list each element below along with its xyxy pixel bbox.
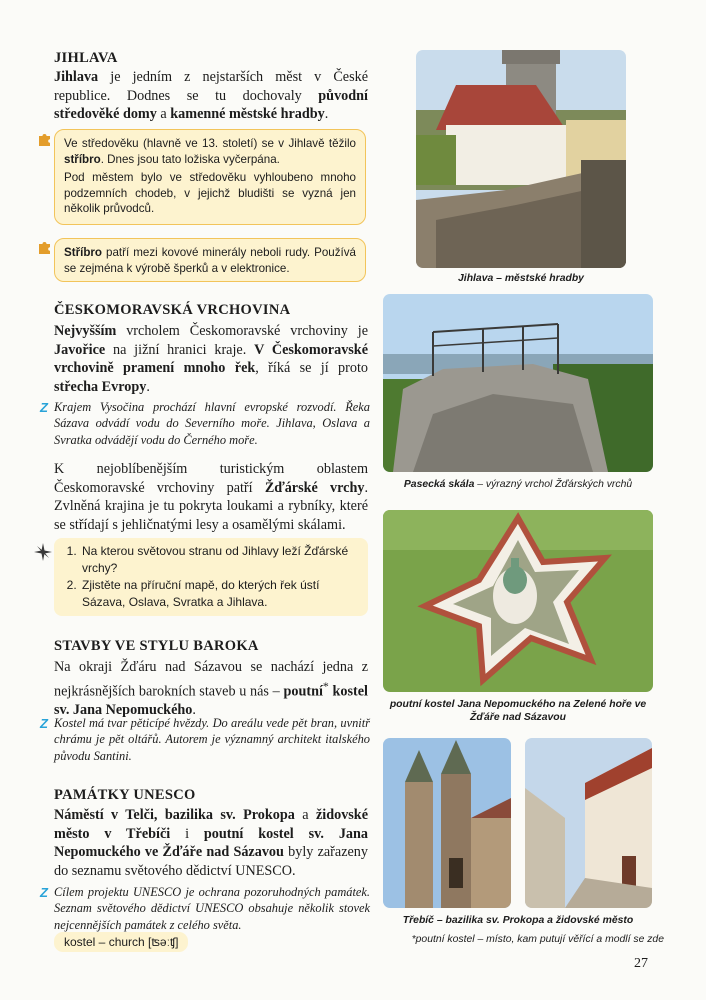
italic-note-rozvodi: Krajem Vysočina prochází hlavní evropské rozvodí. Řeka Sázava odvádí vodu do Severního moře. Jihlava, Oslava a Svratka odvádějí vodu do Černého moře.	[54, 400, 370, 447]
photo-zidovske-mesto	[525, 738, 652, 908]
note-box-silver-mining	[54, 129, 366, 225]
task-item: 2. Zjistěte na příruční mapě, do kterých řek ústí Sázava, Oslava, Svratka a Jihlava.	[80, 577, 360, 611]
section-heading-unesco: PAMÁTKY UNESCO	[54, 787, 196, 803]
task-box	[54, 538, 368, 616]
z-icon: Z	[40, 400, 48, 415]
section-heading-vrchovina: ČESKOMORAVSKÁ VRCHOVINA	[54, 302, 291, 318]
italic-note-kostel: Kostel má tvar pěticípé hvězdy. Do areálu vede pět bran, uvnitř chrámu je pět oltářů. Autorem je významný architekt italského původu Santini.	[54, 716, 370, 763]
section-heading-baroko: STAVBY VE STYLU BAROKA	[54, 638, 259, 654]
note-text: Ve středověku (hlavně ve 13. století) se v Jihlavě těžilo stříbro. Dnes jsou tato ložiska vyčerpána.	[64, 137, 356, 166]
puzzle-icon	[38, 242, 51, 255]
caption-trebic: Třebíč – bazilika sv. Prokopa a židovské město	[402, 915, 634, 926]
page-number: 27	[634, 956, 648, 971]
note-text: Pod městem bylo ve středověku vyhloubeno mnoho podzemních chodeb, v jejichž bludišti se vyzná jen několik průvodců.	[64, 171, 356, 216]
paragraph-vrchovina: Nejvyšším vrcholem Českomoravské vrchoviny je Javořice na jižní hranici kraje. V Českomoravské vrchovině pramení mnoho řek, říká se jí proto střecha Evropy.	[54, 323, 369, 395]
photo-bazilika	[383, 738, 511, 908]
task-item: 1. Na kterou světovou stranu od Jihlavy leží Žďárské vrchy?	[80, 543, 360, 577]
section-heading-jihlava: JIHLAVA	[54, 50, 118, 66]
caption-zelena-hora: poutní kostel Jana Nepomuckého na Zelené hoře ve Žďáře nad Sázavou	[389, 699, 647, 723]
photo-pasecka-skala	[383, 294, 653, 472]
footnote: *poutní kostel – místo, kam putují věřící a modlí se zde	[411, 934, 664, 945]
z-icon: Z	[40, 716, 48, 731]
compass-icon	[34, 543, 52, 561]
paragraph-zdarske-vrchy: K nejoblíbenějším turistickým oblastem Českomoravské vrchoviny patří Žďárské vrchy. Zvlněná krajina je tu pokryta loukami a rybníky, které se střídají s jehličnatými lesy a osamělými skálami.	[54, 461, 369, 533]
caption-pasecka-skala: Pasecká skála – výrazný vrchol Žďárských vrchů	[403, 479, 633, 490]
paragraph-unesco: Náměstí v Telči, bazilika sv. Prokopa a židovské město v Třebíči i poutní kostel sv. Jana Nepomuckého ve Žďáře nad Sázavou byly zařazeny do seznamu světového dědictví UNESCO.	[54, 807, 369, 879]
paragraph-jihlava: Jihlava je jedním z nejstarších měst v České republice. Dodnes se tu dochovaly původní středověké domy a kamenné městské hradby.	[54, 69, 368, 123]
italic-note-unesco: Cílem projektu UNESCO je ochrana pozoruhodných památek. Seznam světového dědictví UNESCO obsahuje několik stovek nejcennějších památek z celého světa.	[54, 885, 370, 932]
photo-jihlava-walls	[416, 50, 626, 268]
z-icon: Z	[40, 885, 48, 900]
note-text: Stříbro patří mezi kovové minerály neboli rudy. Používá se zejména k výrobě šperků a v elektronice.	[64, 246, 356, 275]
puzzle-icon	[38, 134, 51, 147]
vocabulary-box: kostel – church [ʦəːʧ]	[54, 932, 188, 952]
caption-jihlava: Jihlava – městské hradby	[458, 273, 584, 284]
photo-zelena-hora	[383, 510, 653, 692]
paragraph-baroko: Na okraji Žďáru nad Sázavou se nachází jedna z nejkrásnějších barokních staveb u nás – poutní* kostel sv. Jana Nepomuckého.	[54, 659, 369, 718]
note-box-silver	[54, 238, 366, 282]
